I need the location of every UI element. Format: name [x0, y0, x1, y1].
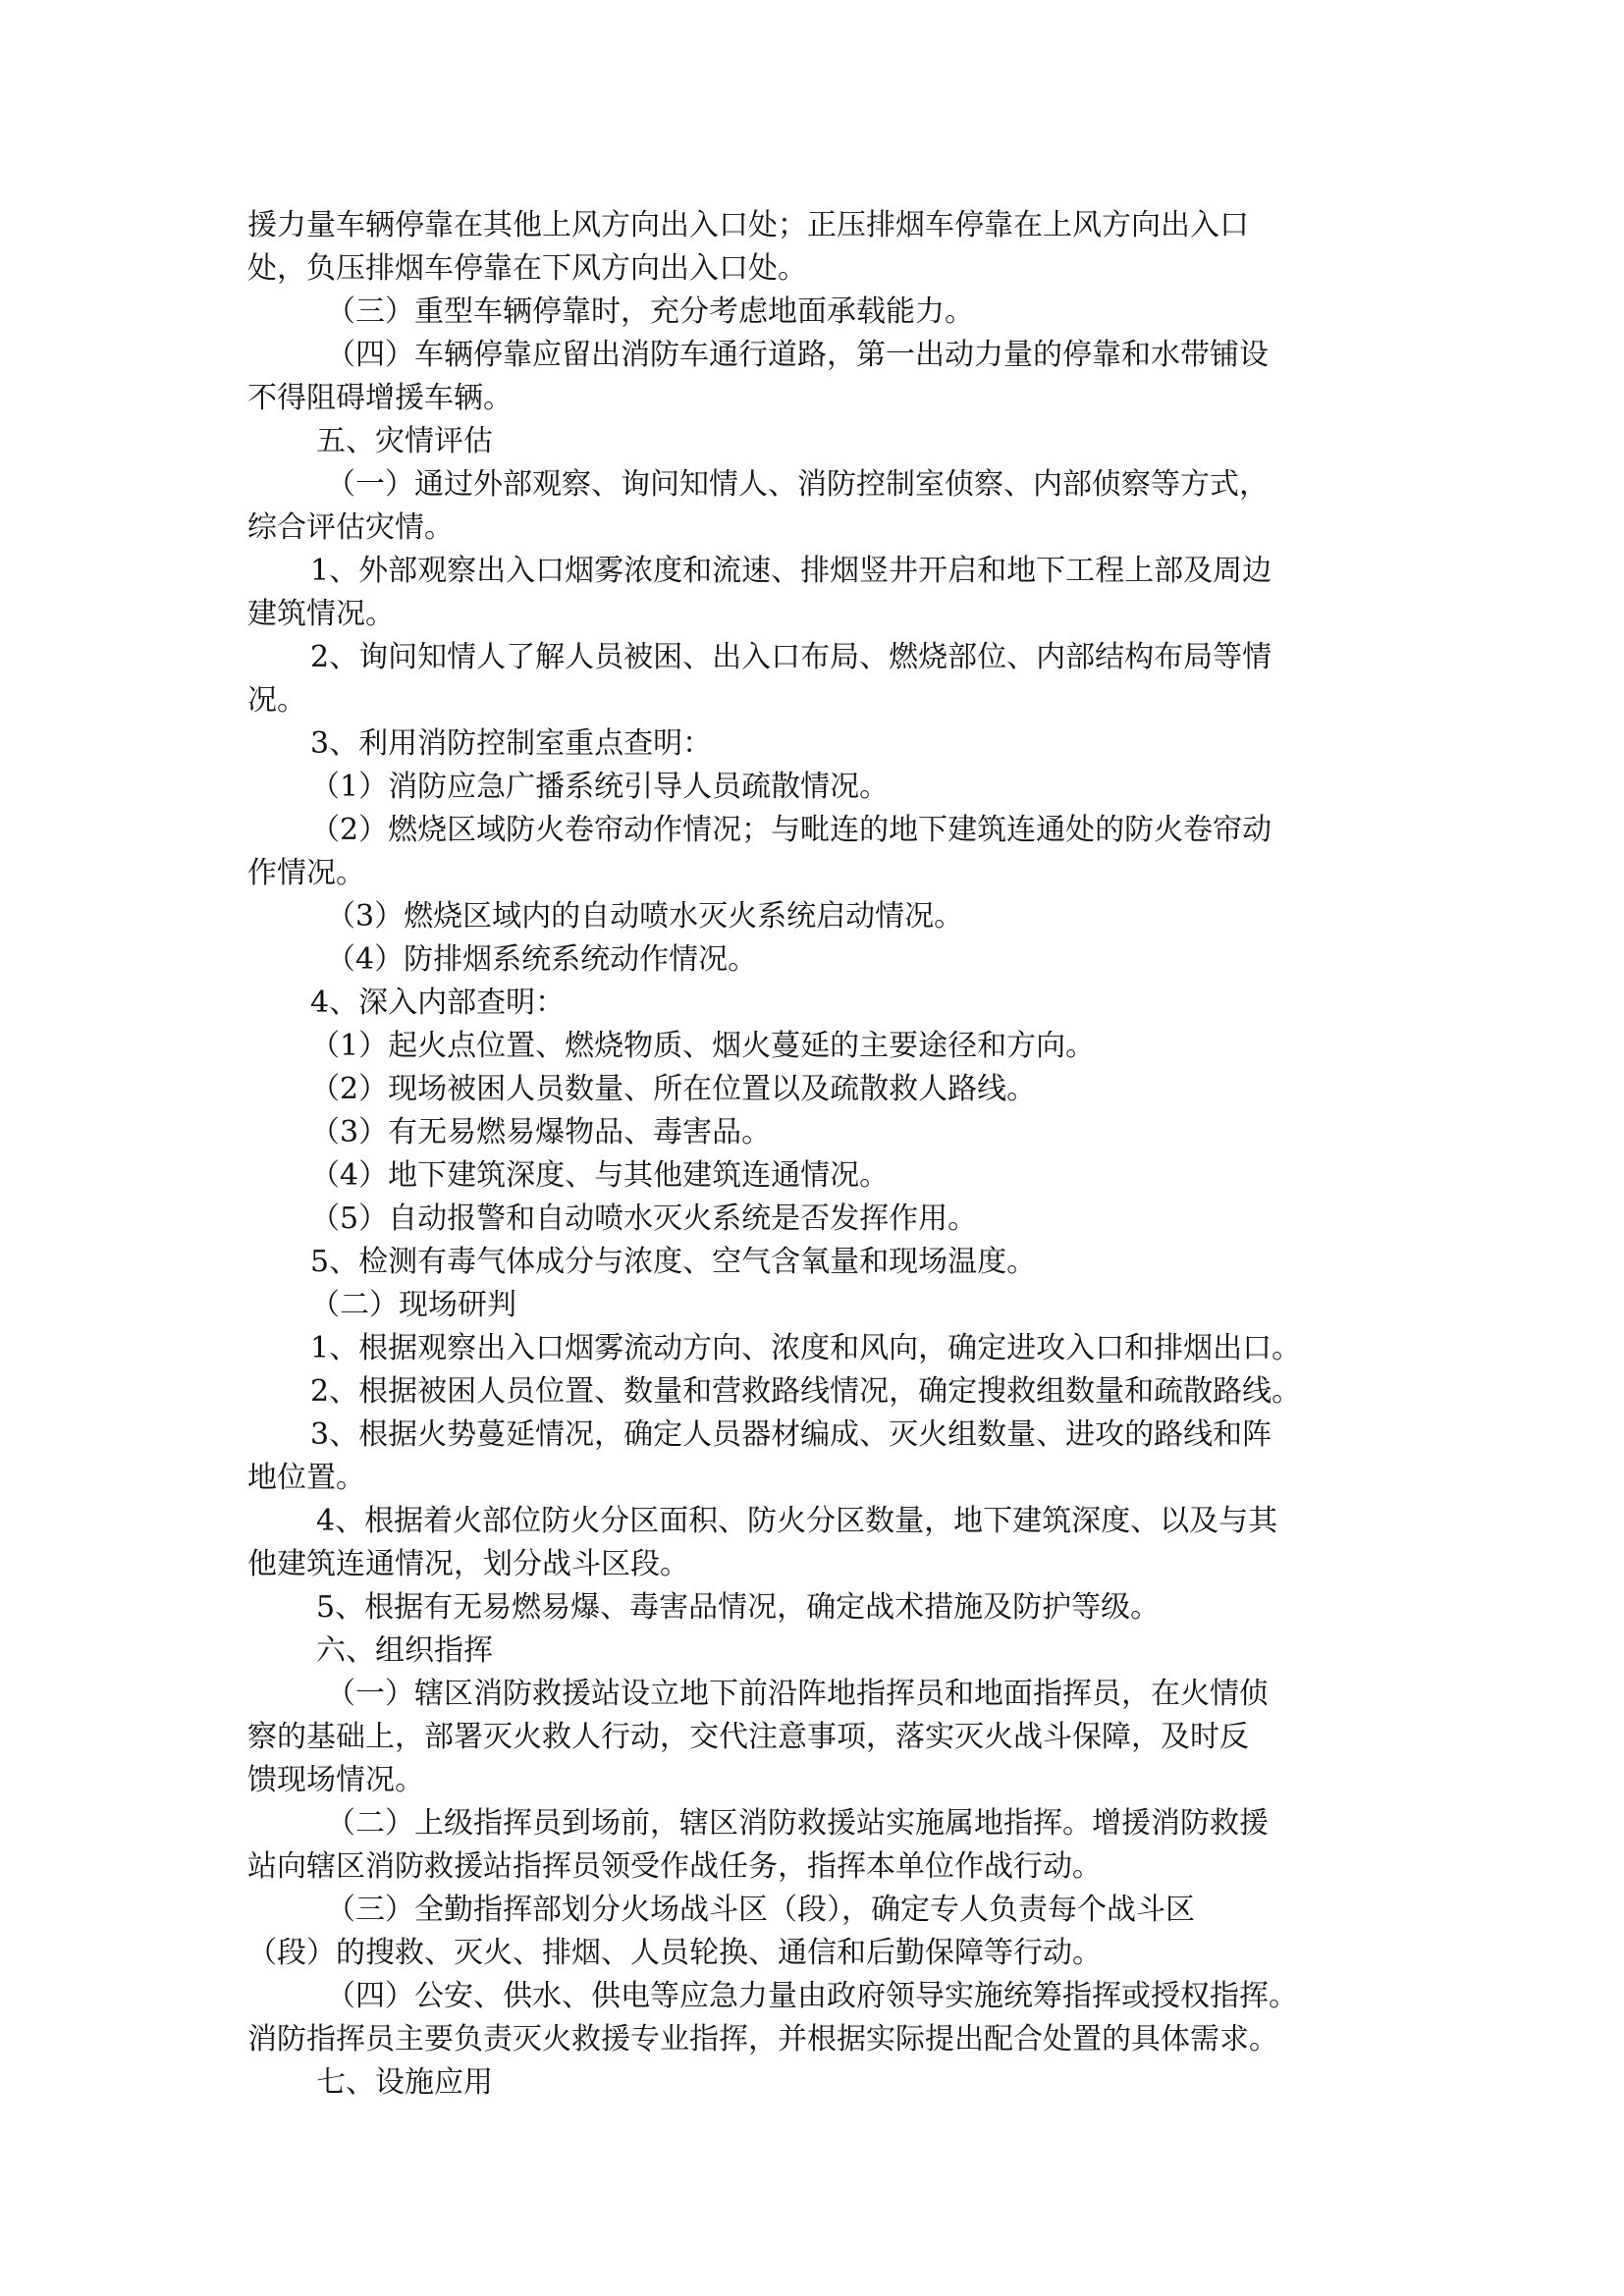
- text-line: （四）公安、供水、供电等应急力量由政府领导实施统筹指挥或授权指挥。: [326, 1979, 1298, 2013]
- section-heading: 六、组织指挥: [316, 1633, 493, 1668]
- document-page: [247, 204, 1416, 2105]
- text-line: 建筑情况。: [247, 597, 395, 631]
- text-line: 3、利用消防控制室重点查明：: [310, 726, 713, 761]
- text-line: 况。: [247, 683, 306, 718]
- section-heading: 五、灾情评估: [316, 424, 493, 458]
- section-heading: 七、设施应用: [316, 2065, 493, 2100]
- text-line: （3）有无易燃易爆物品、毒害品。: [310, 1115, 772, 1149]
- text-line: 5、根据有无易燃易爆、毒害品情况，确定战术措施及防护等级。: [316, 1590, 1161, 1625]
- text-line: 援力量车辆停靠在其他上风方向出入口处；正压排烟车停靠在上风方向出入口: [247, 208, 1249, 242]
- text-line: 作情况。: [247, 856, 365, 890]
- text-line: （三）全勤指挥部划分火场战斗区（段），确定专人负责每个战斗区: [326, 1893, 1195, 1927]
- text-line: 3、根据火势蔓延情况，确定人员器材编成、灭火组数量、进攻的路线和阵: [310, 1417, 1272, 1452]
- text-line: （2）现场被困人员数量、所在位置以及疏散救人路线。: [310, 1072, 1037, 1106]
- text-line: （二）现场研判: [310, 1288, 516, 1322]
- text-line: （1）消防应急广播系统引导人员疏散情况。: [310, 770, 890, 804]
- text-line: （1）起火点位置、燃烧物质、烟火蔓延的主要途径和方向。: [310, 1029, 1096, 1063]
- text-line: 5、检测有毒气体成分与浓度、空气含氧量和现场温度。: [310, 1245, 1037, 1279]
- text-line: （4）地下建筑深度、与其他建筑连通情况。: [310, 1158, 890, 1193]
- text-line: （四）车辆停靠应留出消防车通行道路，第一出动力量的停靠和水带铺设: [326, 338, 1269, 372]
- text-line: 1、根据观察出入口烟雾流动方向、浓度和风向，确定进攻入口和排烟出口。: [310, 1331, 1302, 1365]
- text-line: 站向辖区消防救援站指挥员领受作战任务，指挥本单位作战行动。: [247, 1849, 1102, 1884]
- text-line: 综合评估灾情。: [247, 510, 454, 545]
- text-line: （一）辖区消防救援站设立地下前沿阵地指挥员和地面指挥员，在火情侦: [326, 1677, 1269, 1711]
- text-line: （一）通过外部观察、询问知情人、消防控制室侦察、内部侦察等方式，: [326, 467, 1269, 502]
- text-line: 2、询问知情人了解人员被困、出入口布局、燃烧部位、内部结构布局等情: [310, 640, 1272, 674]
- text-line: （2）燃烧区域防火卷帘动作情况；与毗连的地下建筑连通处的防火卷帘动: [310, 813, 1272, 847]
- text-line: 处，负压排烟车停靠在下风方向出入口处。: [247, 251, 807, 286]
- text-line: （5）自动报警和自动喷水灭火系统是否发挥作用。: [310, 1201, 978, 1236]
- text-line: （三）重型车辆停靠时，充分考虑地面承载能力。: [326, 294, 974, 329]
- text-line: （3）燃烧区域内的自动喷水灭火系统启动情况。: [326, 899, 964, 934]
- text-line: （4）防排烟系统系统动作情况。: [326, 942, 758, 977]
- text-line: 他建筑连通情况，划分战斗区段。: [247, 1547, 689, 1581]
- text-line: 不得阻碍增援车辆。: [247, 381, 513, 415]
- text-line: 2、根据被困人员位置、数量和营救路线情况，确定搜救组数量和疏散路线。: [310, 1374, 1302, 1409]
- text-line: 1、外部观察出入口烟雾浓度和流速、排烟竖井开启和地下工程上部及周边: [310, 554, 1272, 588]
- text-line: 消防指挥员主要负责灭火救援专业指挥，并根据实际提出配合处置的具体需求。: [247, 2022, 1278, 2056]
- text-line: （二）上级指挥员到场前，辖区消防救援站实施属地指挥。增援消防救援: [326, 1806, 1269, 1841]
- text-line: 4、根据着火部位防火分区面积、防火分区数量，地下建筑深度、以及与其: [316, 1504, 1278, 1538]
- text-line: 馈现场情况。: [247, 1763, 424, 1797]
- text-line: （段）的搜救、灭火、排烟、人员轮换、通信和后勤保障等行动。: [247, 1936, 1102, 1970]
- text-line: 4、深入内部查明：: [310, 986, 566, 1020]
- text-line: 察的基础上，部署灭火救人行动，交代注意事项，落实灭火战斗保障，及时反: [247, 1720, 1249, 1754]
- text-line: 地位置。: [247, 1461, 365, 1495]
